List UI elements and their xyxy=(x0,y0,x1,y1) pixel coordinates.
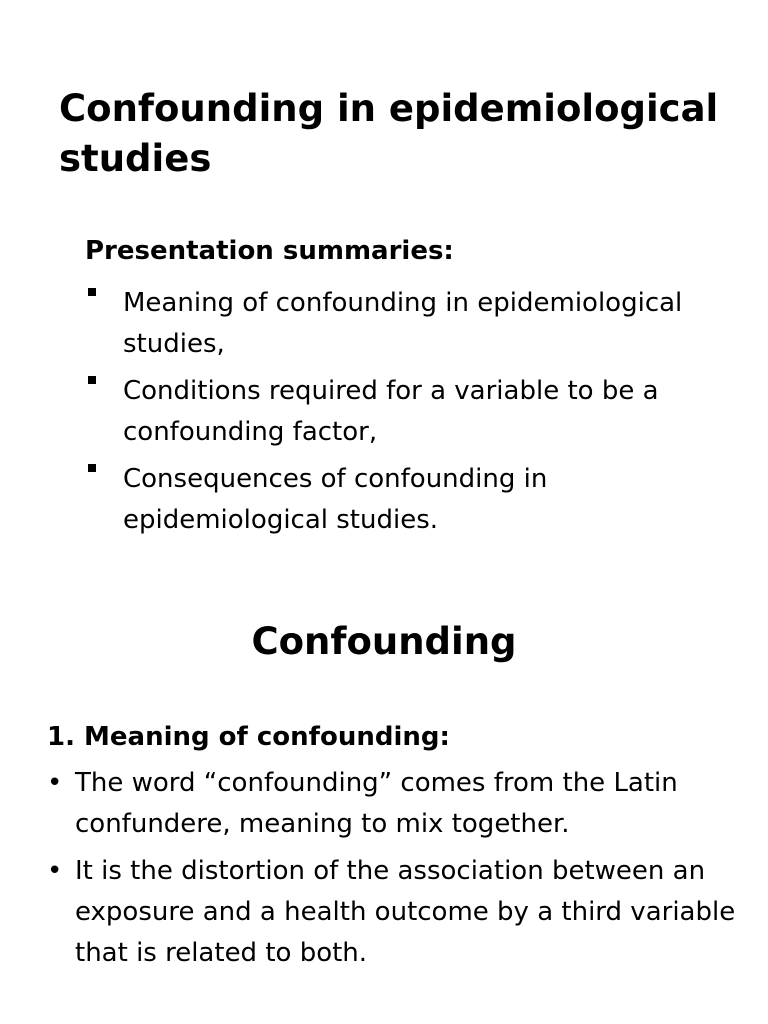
list-item xyxy=(85,283,695,365)
slide-1-title: Confounding in epidemiological studies xyxy=(59,87,719,180)
list-item xyxy=(85,459,695,541)
list-item-text: Consequences of confounding in epidemiological studies. xyxy=(123,464,548,535)
list-item xyxy=(47,763,737,845)
dot-bullet-icon: • xyxy=(47,768,63,798)
list-item-text: The word “confounding” comes from the Latin confundere, meaning to mix together. xyxy=(75,768,678,839)
list-item-text: It is the distortion of the association between an exposure and a health outcome by a third variable that is related to both. xyxy=(75,856,736,968)
list-item-text: Conditions required for a variable to be a confounding factor, xyxy=(123,376,659,447)
meaning-list xyxy=(47,763,737,980)
list-item-text: Meaning of confounding in epidemiological studies, xyxy=(123,288,683,359)
slide-2-title: Confounding xyxy=(251,620,517,663)
square-bullet-icon xyxy=(88,464,96,472)
list-item xyxy=(85,371,695,453)
slide-2 xyxy=(0,600,768,1024)
dot-bullet-icon: • xyxy=(47,856,63,886)
square-bullet-icon xyxy=(88,288,96,296)
summary-list xyxy=(85,283,695,547)
section-heading: 1. Meaning of confounding: xyxy=(47,722,450,752)
list-item xyxy=(47,851,737,974)
summary-heading: Presentation summaries: xyxy=(85,236,454,266)
square-bullet-icon xyxy=(88,376,96,384)
